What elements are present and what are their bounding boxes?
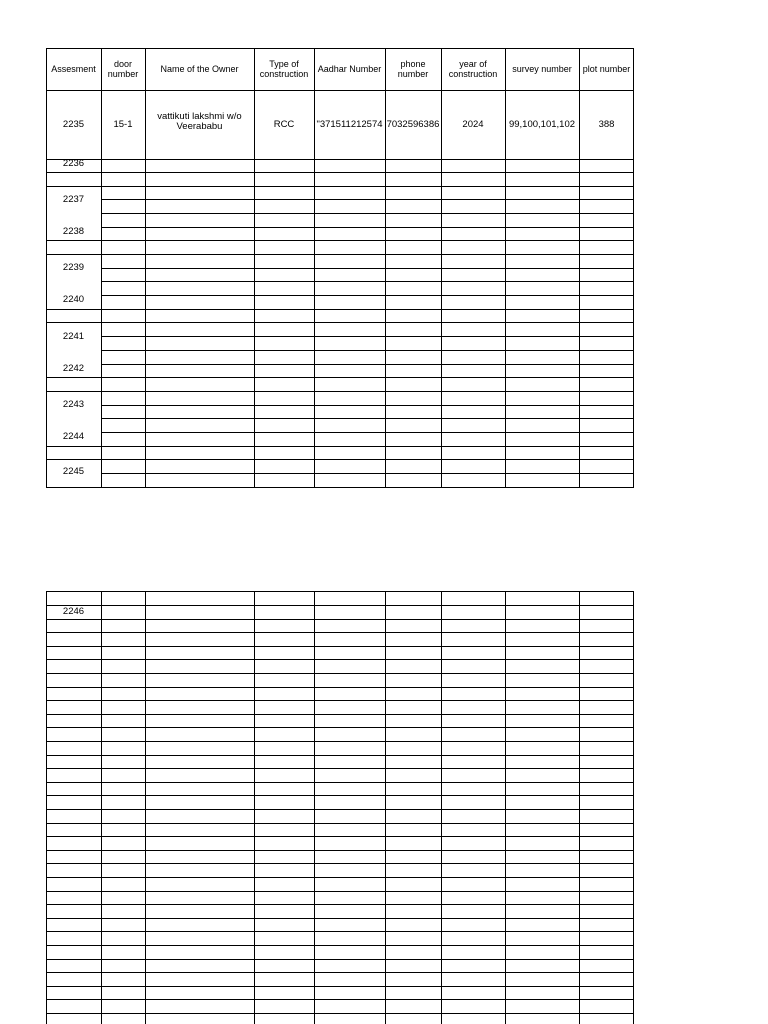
header-construction-year: year of construction: [448, 59, 498, 79]
header-aadhar-number: Aadhar Number: [317, 64, 382, 74]
header-phone-number: phone number: [397, 59, 429, 79]
assessment-2240: 2240: [62, 294, 85, 305]
assessment-2239: 2239: [62, 261, 85, 273]
row-2235-survey-number: 99,100,101,102: [508, 118, 576, 130]
row-2235-phone-number: 7032596386: [386, 118, 440, 130]
row-2235-construction-type: RCC: [273, 118, 295, 130]
header-plot-number: plot number: [582, 64, 631, 74]
assessment-2246: 2246: [62, 605, 85, 617]
table-gridlines: [46, 591, 634, 1024]
assessment-2243: 2243: [62, 398, 85, 410]
header-survey-number: survey number: [512, 64, 572, 74]
row-2235-aadhar-number: "371511212574: [316, 118, 383, 130]
assessment-table-page-2: [46, 591, 634, 1024]
assessment-2236: 2236: [62, 158, 85, 169]
header-assesment: Assesment: [51, 64, 96, 74]
assessment-2242: 2242: [62, 363, 85, 374]
row-2235-door-number: 15-1: [113, 118, 133, 130]
assessment-2245: 2245: [62, 466, 85, 477]
row-2235-construction-year: 2024: [462, 118, 484, 130]
assessment-2241: 2241: [62, 330, 85, 342]
header-owner-name: Name of the Owner: [160, 64, 239, 74]
assessment-2238: 2238: [62, 226, 85, 237]
assessment-table-page-1: [46, 48, 634, 488]
row-2235-owner-name: vattikuti lakshmi w/o Veerababu: [157, 111, 242, 132]
header-door-number: door number: [107, 59, 139, 79]
assessment-2237: 2237: [62, 193, 85, 205]
row-2235-assessment: 2235: [62, 118, 85, 130]
assessment-2244: 2244: [62, 431, 85, 442]
header-construction-type: Type of construction: [259, 59, 309, 79]
row-2235-plot-number: 388: [598, 118, 615, 130]
